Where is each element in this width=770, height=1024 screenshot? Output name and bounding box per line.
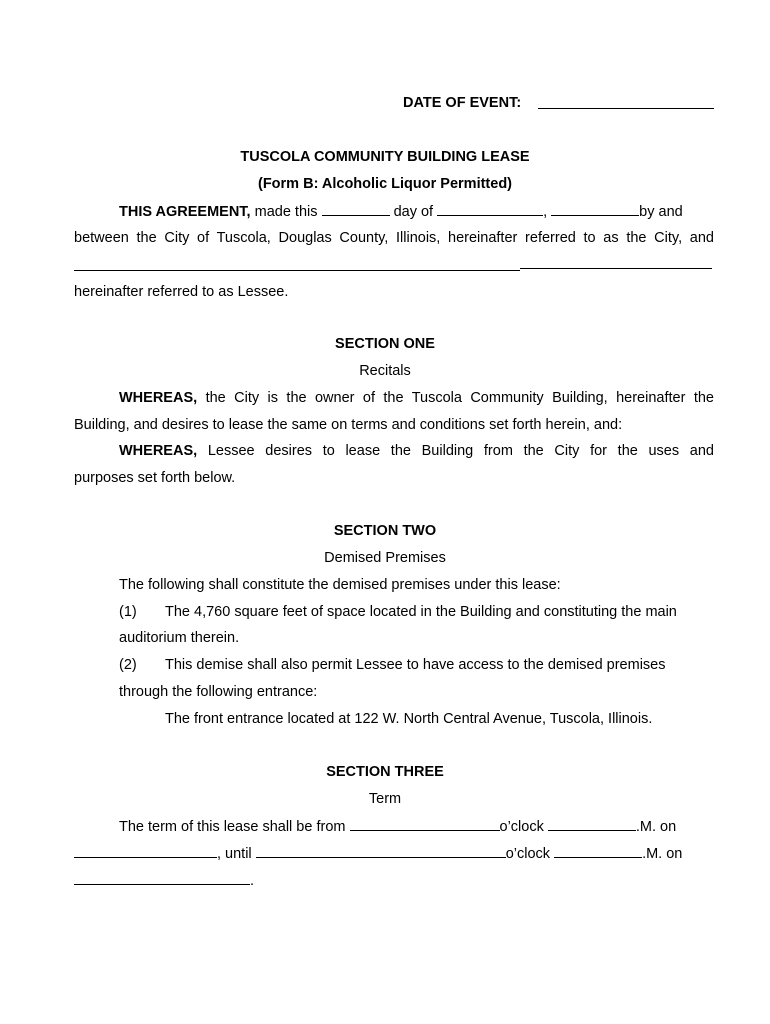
start-time-blank <box>350 817 500 831</box>
section-three-heading: SECTION THREE <box>326 764 444 780</box>
date-of-event-blank <box>538 108 714 109</box>
premises-item-1-number: (1) <box>119 604 137 620</box>
whereas-1-line-2: Building, and desires to lease the same on terms and conditions set forth herein, and: <box>74 417 623 433</box>
whereas-2-line-1 <box>119 442 714 460</box>
start-am-pm-blank <box>548 817 636 831</box>
end-time-blank <box>256 844 506 858</box>
premises-item-2 <box>119 656 665 674</box>
premises-item-1-continued: auditorium therein. <box>119 630 240 646</box>
premises-item-2-continued: through the following entrance: <box>119 684 318 700</box>
whereas-2-line-2: purposes set forth below. <box>74 470 236 486</box>
date-of-event-label: DATE OF EVENT: <box>403 95 522 111</box>
made-this-text: made this <box>254 204 318 220</box>
day-blank <box>322 202 390 216</box>
section-one-subheading: Recitals <box>359 363 411 379</box>
end-m-on-text: .M. on <box>642 846 683 862</box>
term-line-1 <box>119 817 676 836</box>
end-am-pm-blank <box>554 844 642 858</box>
premises-item-1-text: The 4,760 square feet of space located in the Building and constituting the main <box>165 604 677 620</box>
date-of-event-row <box>403 94 521 112</box>
premises-item-1 <box>119 603 677 621</box>
section-two-subheading: Demised Premises <box>324 550 446 566</box>
end-period-text: . <box>250 873 255 889</box>
whereas-2-text: Lessee desires to lease the Building from the City for the uses and <box>207 443 714 459</box>
month-blank <box>437 202 543 216</box>
start-oclock-text: o’clock <box>499 819 544 835</box>
section-one-heading: SECTION ONE <box>335 336 435 352</box>
end-date-blank <box>74 871 250 885</box>
document-subtitle: (Form B: Alcoholic Liquor Permitted) <box>257 176 513 192</box>
whereas-1-lead: WHEREAS, <box>119 390 198 406</box>
lessee-address-blank <box>520 268 712 269</box>
whereas-1-line-1 <box>119 389 714 407</box>
agreement-line-3: hereinafter referred to as Lessee. <box>74 284 289 300</box>
premises-item-2-text: This demise shall also permit Lessee to have access to the demised premises <box>165 657 666 673</box>
premises-item-2-number: (2) <box>119 657 137 673</box>
section-three-subheading: Term <box>368 791 402 807</box>
whereas-2-lead: WHEREAS, <box>119 443 198 459</box>
start-date-blank <box>74 844 217 858</box>
agreement-line-1 <box>119 202 683 221</box>
term-line-3 <box>74 871 254 890</box>
whereas-1-text: the City is the owner of the Tuscola Community Building, hereinafter the <box>205 390 714 406</box>
end-oclock-text: o’clock <box>505 846 551 862</box>
agreement-line-2: between the City of Tuscola, Douglas County, Illinois, hereinafter referred to as the City, and <box>74 230 714 246</box>
day-of-text: day of <box>393 204 434 220</box>
premises-entrance: The front entrance located at 122 W. North Central Avenue, Tuscola, Illinois. <box>165 711 653 727</box>
until-text: , until <box>217 846 252 862</box>
term-lead-text: The term of this lease shall be from <box>119 819 346 835</box>
agreement-lead: THIS AGREEMENT, <box>119 204 251 220</box>
lessee-name-blank <box>74 270 520 271</box>
year-blank <box>551 202 639 216</box>
premises-intro: The following shall constitute the demised premises under this lease: <box>119 577 561 593</box>
by-and-text: by and <box>639 204 683 220</box>
comma-text: , <box>543 204 548 220</box>
section-two-heading: SECTION TWO <box>333 523 437 539</box>
document-title: TUSCOLA COMMUNITY BUILDING LEASE <box>240 149 530 165</box>
term-line-2 <box>74 844 714 863</box>
start-m-on-text: .M. on <box>635 819 677 835</box>
